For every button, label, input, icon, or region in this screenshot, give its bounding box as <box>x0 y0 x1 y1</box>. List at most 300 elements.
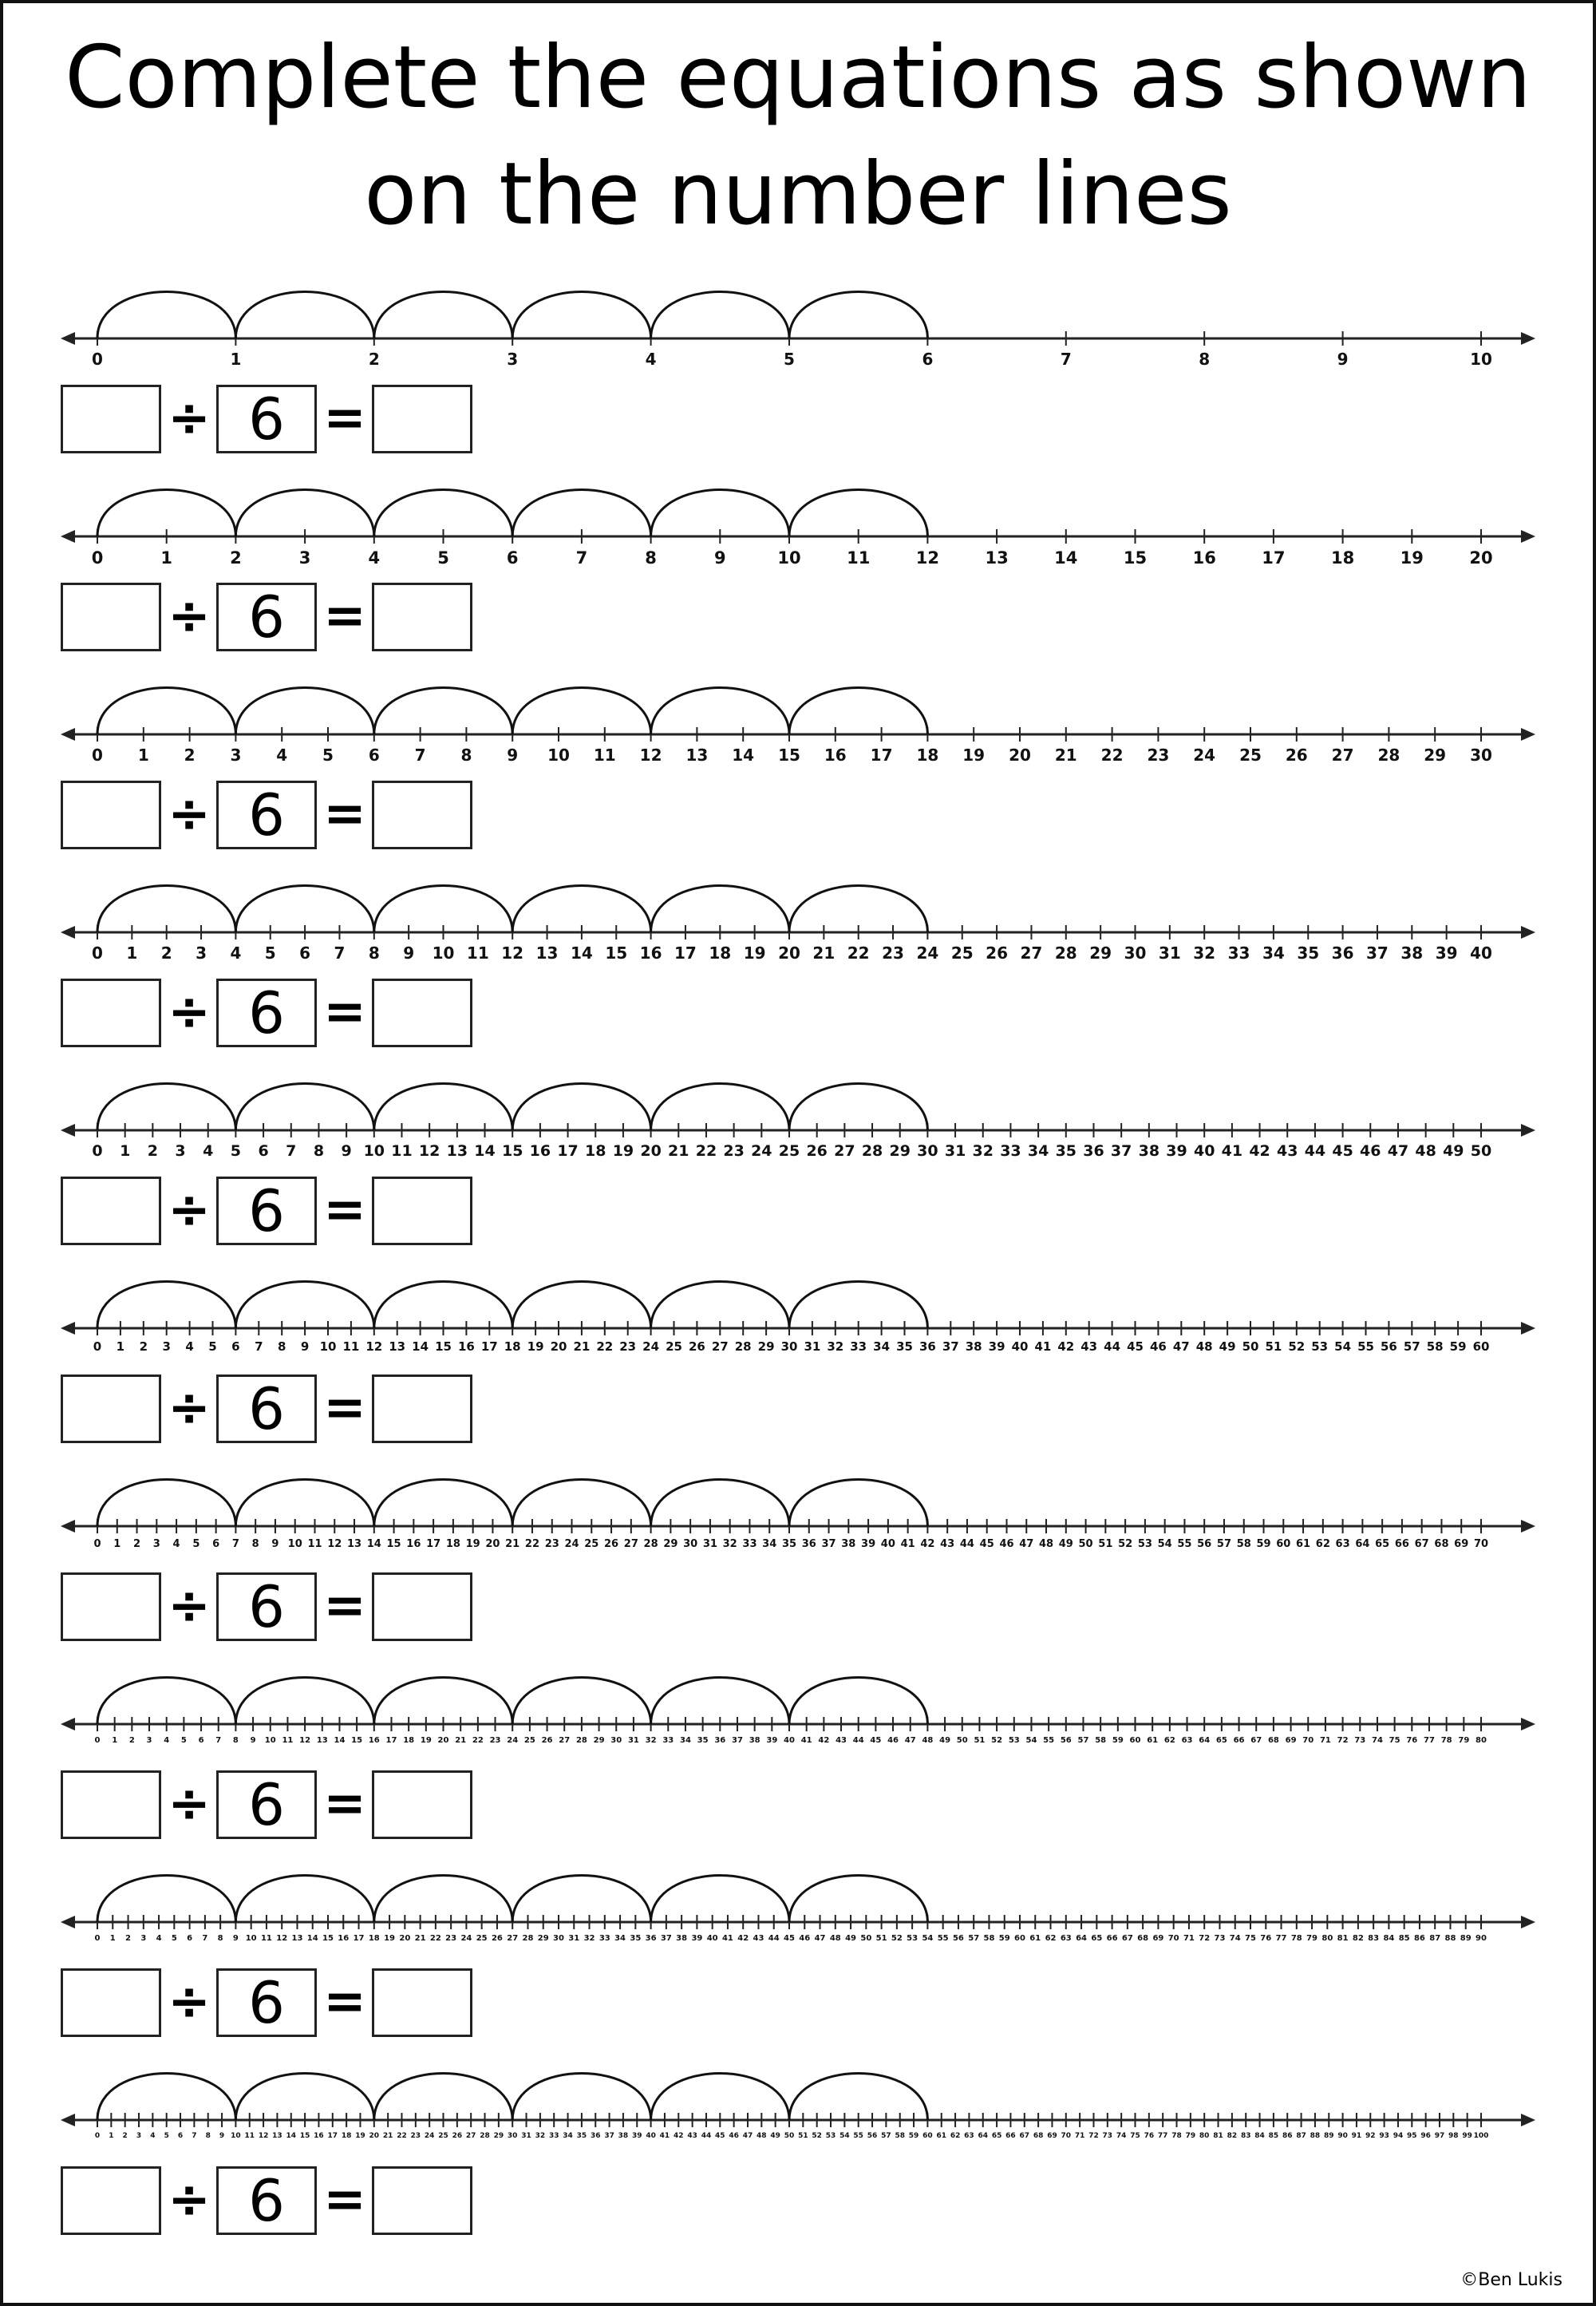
dividend-answer-box[interactable] <box>61 1572 161 1641</box>
tick-label: 28 <box>861 1142 883 1160</box>
tick-label: 3 <box>230 746 242 765</box>
tick-label: 6 <box>177 2132 184 2140</box>
tick-label: 39 <box>691 1934 703 1943</box>
tick-label: 32 <box>1193 943 1216 963</box>
tick-label: 36 <box>1331 943 1354 963</box>
tick-label: 48 <box>1038 1538 1054 1550</box>
tick-label: 77 <box>1424 1736 1435 1745</box>
tick-label: 69 <box>1047 2132 1057 2140</box>
tick-label: 78 <box>1440 1736 1452 1745</box>
divide-sign: ÷ <box>168 587 211 646</box>
tick-label: 60 <box>1129 1736 1141 1745</box>
hop-arc <box>374 1876 512 1923</box>
tick-label: 6 <box>922 350 934 369</box>
tick-label: 7 <box>286 1142 297 1160</box>
tick-label: 73 <box>1102 2132 1113 2140</box>
tick-label: 47 <box>904 1736 916 1745</box>
tick-label: 14 <box>306 1934 318 1943</box>
tick-label: 1 <box>160 548 173 568</box>
tick-label: 43 <box>836 1736 847 1745</box>
tick-label: 19 <box>962 746 986 765</box>
tick-label: 13 <box>535 943 559 963</box>
tick-label: 74 <box>1229 1934 1241 1943</box>
tick-label: 9 <box>250 1736 256 1745</box>
tick-label: 20 <box>778 943 800 963</box>
tick-label: 20 <box>437 1736 449 1745</box>
divisor-box <box>216 583 317 651</box>
tick-label: 57 <box>968 1934 980 1943</box>
hop-arc <box>374 1084 512 1131</box>
tick-label: 70 <box>1061 2132 1072 2140</box>
tick-label: 16 <box>406 1538 421 1550</box>
tick-label: 17 <box>385 1736 397 1745</box>
tick-label: 64 <box>1199 1736 1211 1745</box>
tick-label: 68 <box>1033 2132 1044 2140</box>
tick-label: 24 <box>642 1339 660 1354</box>
hop-arc <box>374 292 512 339</box>
tick-label: 63 <box>964 2132 974 2140</box>
tick-label: 31 <box>804 1339 821 1354</box>
tick-label: 15 <box>778 746 800 765</box>
quotient-answer-box[interactable] <box>372 2166 472 2235</box>
tick-label: 0 <box>94 1736 101 1745</box>
tick-label: 53 <box>825 2132 836 2140</box>
tick-label: 24 <box>507 1736 519 1745</box>
tick-label: 54 <box>1025 1736 1037 1745</box>
tick-label: 9 <box>1337 350 1349 369</box>
tick-label: 36 <box>714 1736 726 1745</box>
quotient-answer-box[interactable] <box>372 1968 472 2037</box>
tick-label: 11 <box>244 2132 255 2140</box>
dividend-answer-box[interactable] <box>61 1177 161 1245</box>
tick-label: 33 <box>742 1538 757 1550</box>
hop-arc <box>651 1876 789 1923</box>
tick-label: 52 <box>1288 1339 1306 1354</box>
tick-label: 48 <box>757 2132 767 2140</box>
tick-label: 14 <box>334 1736 346 1745</box>
tick-label: 31 <box>1158 943 1181 963</box>
tick-label: 43 <box>753 1934 764 1943</box>
tick-label: 45 <box>979 1538 994 1550</box>
tick-label: 71 <box>1319 1736 1331 1745</box>
tick-label: 5 <box>264 943 276 963</box>
number-line-5 <box>61 1084 1535 1161</box>
tick-label: 17 <box>480 1339 498 1354</box>
divisor-box <box>216 979 317 1047</box>
tick-label: 38 <box>1138 1142 1160 1160</box>
tick-label: 96 <box>1420 2132 1431 2140</box>
tick-label: 67 <box>1414 1538 1429 1550</box>
quotient-answer-box[interactable] <box>372 1770 472 1839</box>
dividend-answer-box[interactable] <box>61 979 161 1047</box>
tick-label: 99 <box>1462 2132 1472 2140</box>
dividend-answer-box[interactable] <box>61 583 161 651</box>
left-arrow-icon <box>61 1124 75 1137</box>
tick-label: 24 <box>751 1142 772 1160</box>
hop-arc <box>651 292 789 339</box>
equals-sign: = <box>323 1378 366 1438</box>
tick-label: 27 <box>1020 943 1043 963</box>
equals-sign: = <box>323 389 366 448</box>
tick-label: 30 <box>507 2132 518 2140</box>
tick-label: 39 <box>861 1538 876 1550</box>
tick-label: 5 <box>208 1339 217 1354</box>
tick-label: 67 <box>1121 1934 1133 1943</box>
divisor-box <box>216 781 317 849</box>
divisor-value: 6 <box>248 1375 285 1442</box>
hop-arc <box>374 1480 512 1527</box>
tick-label: 74 <box>1371 1736 1383 1745</box>
tick-label: 69 <box>1152 1934 1164 1943</box>
tick-label: 54 <box>1157 1538 1172 1550</box>
tick-label: 22 <box>397 2132 407 2140</box>
tick-label: 48 <box>1415 1142 1436 1160</box>
tick-label: 2 <box>133 1538 141 1550</box>
tick-label: 36 <box>918 1339 936 1354</box>
hop-arc <box>235 1084 373 1131</box>
tick-label: 32 <box>535 2132 546 2140</box>
quotient-answer-box[interactable] <box>372 385 472 453</box>
tick-label: 49 <box>845 1934 857 1943</box>
right-arrow-icon <box>1521 332 1535 345</box>
tick-label: 25 <box>778 1142 800 1160</box>
tick-label: 22 <box>524 1538 540 1550</box>
left-arrow-icon <box>61 1916 75 1928</box>
tick-label: 18 <box>709 943 732 963</box>
tick-label: 23 <box>723 1142 745 1160</box>
tick-label: 8 <box>251 1538 259 1550</box>
tick-label: 88 <box>1310 2132 1321 2140</box>
quotient-answer-box[interactable] <box>372 583 472 651</box>
dividend-answer-box[interactable] <box>61 385 161 453</box>
tick-label: 15 <box>501 1142 523 1160</box>
left-arrow-icon <box>61 1718 75 1730</box>
tick-label: 26 <box>541 1736 553 1745</box>
hop-arc <box>235 1480 373 1527</box>
tick-label: 4 <box>172 1538 180 1550</box>
tick-label: 28 <box>1054 943 1077 963</box>
divisor-box <box>216 1770 317 1839</box>
tick-label: 14 <box>732 746 755 765</box>
tick-label: 19 <box>465 1538 480 1550</box>
tick-label: 79 <box>1185 2132 1196 2140</box>
tick-label: 44 <box>1104 1339 1121 1354</box>
tick-label: 49 <box>1443 1142 1464 1160</box>
tick-label: 60 <box>922 2132 933 2140</box>
tick-label: 57 <box>881 2132 891 2140</box>
tick-label: 56 <box>1197 1538 1212 1550</box>
tick-label: 72 <box>1199 1934 1211 1943</box>
tick-label: 9 <box>219 2132 225 2140</box>
tick-label: 32 <box>645 1736 657 1745</box>
tick-label: 35 <box>781 1538 797 1550</box>
tick-label: 65 <box>991 2132 1002 2140</box>
divisor-value: 6 <box>248 1969 285 2036</box>
divide-sign: ÷ <box>168 983 211 1042</box>
tick-label: 3 <box>298 548 311 568</box>
tick-label: 17 <box>870 746 893 765</box>
tick-label: 9 <box>232 1934 239 1943</box>
tick-label: 4 <box>150 2132 156 2140</box>
tick-label: 43 <box>1277 1142 1298 1160</box>
tick-label: 78 <box>1171 2132 1182 2140</box>
quotient-answer-box[interactable] <box>372 1375 472 1443</box>
tick-label: 52 <box>812 2132 822 2140</box>
tick-label: 50 <box>1470 1142 1492 1160</box>
tick-label: 51 <box>798 2132 808 2140</box>
tick-label: 68 <box>1267 1736 1279 1745</box>
dividend-answer-box[interactable] <box>61 781 161 849</box>
tick-label: 42 <box>1249 1142 1270 1160</box>
number-line-8 <box>61 1678 1535 1746</box>
tick-label: 36 <box>590 2132 601 2140</box>
dividend-answer-box[interactable] <box>61 2166 161 2235</box>
tick-label: 40 <box>1470 943 1492 963</box>
tick-label: 63 <box>1060 1934 1072 1943</box>
tick-label: 59 <box>1256 1538 1271 1550</box>
tick-label: 56 <box>867 2132 878 2140</box>
tick-label: 71 <box>1183 1934 1195 1943</box>
equation-row-7 <box>61 1572 476 1640</box>
tick-label: 38 <box>676 1934 688 1943</box>
tick-label: 63 <box>1335 1538 1350 1550</box>
tick-label: 4 <box>164 1736 170 1745</box>
number-line-4 <box>61 886 1535 963</box>
right-arrow-icon <box>1521 1718 1535 1730</box>
dividend-answer-box[interactable] <box>61 1968 161 2037</box>
tick-label: 24 <box>460 1934 472 1943</box>
tick-label: 0 <box>93 1339 102 1354</box>
tick-label: 10 <box>432 943 455 963</box>
tick-label: 16 <box>824 746 847 765</box>
tick-label: 21 <box>812 943 836 963</box>
dividend-answer-box[interactable] <box>61 1770 161 1839</box>
tick-label: 43 <box>940 1538 955 1550</box>
tick-label: 79 <box>1306 1934 1318 1943</box>
tick-label: 10 <box>363 1142 385 1160</box>
tick-label: 16 <box>457 1339 475 1354</box>
tick-label: 4 <box>645 350 657 369</box>
tick-label: 2 <box>128 1736 135 1745</box>
tick-label: 49 <box>1058 1538 1073 1550</box>
tick-label: 67 <box>1019 2132 1030 2140</box>
tick-label: 42 <box>737 1934 749 1943</box>
tick-label: 77 <box>1157 2132 1168 2140</box>
tick-label: 44 <box>768 1934 780 1943</box>
tick-label: 49 <box>1219 1339 1236 1354</box>
tick-label: 45 <box>870 1736 882 1745</box>
divide-sign: ÷ <box>168 1972 211 2031</box>
tick-label: 21 <box>505 1538 520 1550</box>
tick-label: 11 <box>307 1538 322 1550</box>
tick-label: 7 <box>575 548 588 568</box>
tick-label: 26 <box>986 943 1009 963</box>
tick-label: 25 <box>523 1736 535 1745</box>
tick-label: 39 <box>1435 943 1458 963</box>
tick-label: 55 <box>1357 1339 1374 1354</box>
tick-label: 2 <box>125 1934 132 1943</box>
tick-label: 40 <box>646 2132 656 2140</box>
tick-label: 52 <box>991 1736 1003 1745</box>
tick-label: 13 <box>316 1736 328 1745</box>
tick-label: 80 <box>1199 2132 1210 2140</box>
tick-label: 30 <box>917 1142 938 1160</box>
tick-label: 8 <box>645 548 657 568</box>
tick-label: 30 <box>1124 943 1147 963</box>
tick-label: 17 <box>327 2132 338 2140</box>
tick-label: 18 <box>368 1934 380 1943</box>
tick-label: 16 <box>314 2132 324 2140</box>
tick-label: 0 <box>94 2132 101 2140</box>
tick-label: 10 <box>231 2132 241 2140</box>
tick-label: 11 <box>391 1142 413 1160</box>
tick-label: 29 <box>663 1538 678 1550</box>
tick-label: 13 <box>272 2132 282 2140</box>
tick-label: 9 <box>713 548 726 568</box>
number-line-7 <box>61 1480 1535 1551</box>
tick-label: 9 <box>341 1142 352 1160</box>
tick-label: 6 <box>506 548 519 568</box>
tick-label: 5 <box>230 1142 242 1160</box>
tick-label: 22 <box>1100 746 1124 765</box>
tick-label: 7 <box>334 943 346 963</box>
tick-label: 33 <box>662 1736 674 1745</box>
tick-label: 66 <box>1005 2132 1016 2140</box>
tick-label: 97 <box>1434 2132 1445 2140</box>
tick-label: 45 <box>1332 1142 1353 1160</box>
tick-label: 1 <box>112 1736 118 1745</box>
tick-label: 34 <box>762 1538 777 1550</box>
tick-label: 4 <box>276 746 288 765</box>
tick-label: 1 <box>137 746 149 765</box>
tick-label: 80 <box>1476 1736 1487 1745</box>
hop-arc <box>512 292 650 339</box>
tick-label: 12 <box>639 746 662 765</box>
quotient-answer-box[interactable] <box>372 781 472 849</box>
tick-label: 75 <box>1130 2132 1140 2140</box>
tick-label: 16 <box>529 1142 551 1160</box>
dividend-answer-box[interactable] <box>61 1375 161 1443</box>
tick-label: 50 <box>784 2132 795 2140</box>
tick-label: 27 <box>559 1736 571 1745</box>
tick-label: 71 <box>1074 2132 1085 2140</box>
tick-label: 47 <box>742 2132 753 2140</box>
tick-label: 22 <box>847 943 870 963</box>
equation-row-9 <box>61 1968 476 2035</box>
tick-label: 25 <box>666 1339 682 1354</box>
number-line-3 <box>61 688 1535 765</box>
tick-label: 1 <box>113 1538 121 1550</box>
tick-label: 3 <box>175 1142 186 1160</box>
quotient-answer-box[interactable] <box>372 1572 472 1641</box>
tick-label: 12 <box>299 1736 311 1745</box>
quotient-answer-box[interactable] <box>372 1177 472 1245</box>
tick-label: 12 <box>276 1934 288 1943</box>
tick-label: 2 <box>230 548 242 568</box>
right-arrow-icon <box>1521 1124 1535 1137</box>
divisor-value: 6 <box>248 979 285 1046</box>
tick-label: 62 <box>1315 1538 1330 1550</box>
tick-label: 12 <box>327 1538 342 1550</box>
tick-label: 21 <box>1054 746 1077 765</box>
tick-label: 63 <box>1181 1736 1193 1745</box>
tick-label: 41 <box>900 1538 915 1550</box>
right-arrow-icon <box>1521 530 1535 543</box>
tick-label: 37 <box>1366 943 1389 963</box>
tick-label: 35 <box>1055 1142 1077 1160</box>
tick-label: 53 <box>1311 1339 1329 1354</box>
tick-label: 80 <box>1321 1934 1333 1943</box>
tick-label: 19 <box>1400 548 1424 568</box>
tick-label: 1 <box>109 1934 116 1943</box>
tick-label: 6 <box>368 746 380 765</box>
tick-label: 10 <box>777 548 801 568</box>
tick-label: 35 <box>896 1339 913 1354</box>
hop-arc <box>512 1084 650 1131</box>
tick-label: 41 <box>721 1934 733 1943</box>
tick-label: 8 <box>217 1934 223 1943</box>
tick-label: 29 <box>1089 943 1112 963</box>
tick-label: 73 <box>1354 1736 1366 1745</box>
tick-label: 56 <box>952 1934 964 1943</box>
tick-label: 83 <box>1240 2132 1251 2140</box>
tick-label: 44 <box>959 1538 974 1550</box>
tick-label: 20 <box>1009 746 1031 765</box>
equation-row-5 <box>61 1177 476 1244</box>
tick-label: 0 <box>94 1934 101 1943</box>
tick-label: 85 <box>1268 2132 1279 2140</box>
left-arrow-icon <box>61 530 75 543</box>
quotient-answer-box[interactable] <box>372 979 472 1047</box>
tick-label: 37 <box>732 1736 743 1745</box>
tick-label: 15 <box>1123 548 1148 568</box>
equals-sign: = <box>323 1181 366 1240</box>
tick-label: 7 <box>1060 350 1072 369</box>
tick-label: 37 <box>942 1339 959 1354</box>
tick-label: 22 <box>472 1736 484 1745</box>
tick-label: 89 <box>1323 2132 1334 2140</box>
tick-label: 21 <box>455 1736 467 1745</box>
tick-label: 29 <box>889 1142 911 1160</box>
tick-label: 36 <box>645 1934 657 1943</box>
tick-label: 64 <box>1355 1538 1370 1550</box>
tick-label: 35 <box>1297 943 1320 963</box>
tick-label: 81 <box>1213 2132 1223 2140</box>
tick-label: 95 <box>1407 2132 1417 2140</box>
tick-label: 26 <box>688 1339 705 1354</box>
tick-label: 2 <box>368 350 380 369</box>
tick-label: 87 <box>1429 1934 1441 1943</box>
hop-arc <box>512 1480 650 1527</box>
tick-label: 15 <box>322 1934 334 1943</box>
tick-label: 58 <box>1236 1538 1251 1550</box>
divide-sign: ÷ <box>168 1576 211 1636</box>
tick-label: 25 <box>584 1538 599 1550</box>
tick-label: 24 <box>916 943 939 963</box>
right-arrow-icon <box>1521 1520 1535 1533</box>
tick-label: 49 <box>770 2132 780 2140</box>
tick-label: 23 <box>619 1339 637 1354</box>
tick-label: 42 <box>674 2132 684 2140</box>
tick-label: 89 <box>1460 1934 1472 1943</box>
tick-label: 25 <box>1239 746 1262 765</box>
right-arrow-icon <box>1521 1322 1535 1335</box>
left-arrow-icon <box>61 728 75 741</box>
tick-label: 42 <box>920 1538 935 1550</box>
number-line-10 <box>61 2074 1535 2141</box>
tick-label: 60 <box>1472 1339 1490 1354</box>
tick-label: 36 <box>1083 1142 1104 1160</box>
